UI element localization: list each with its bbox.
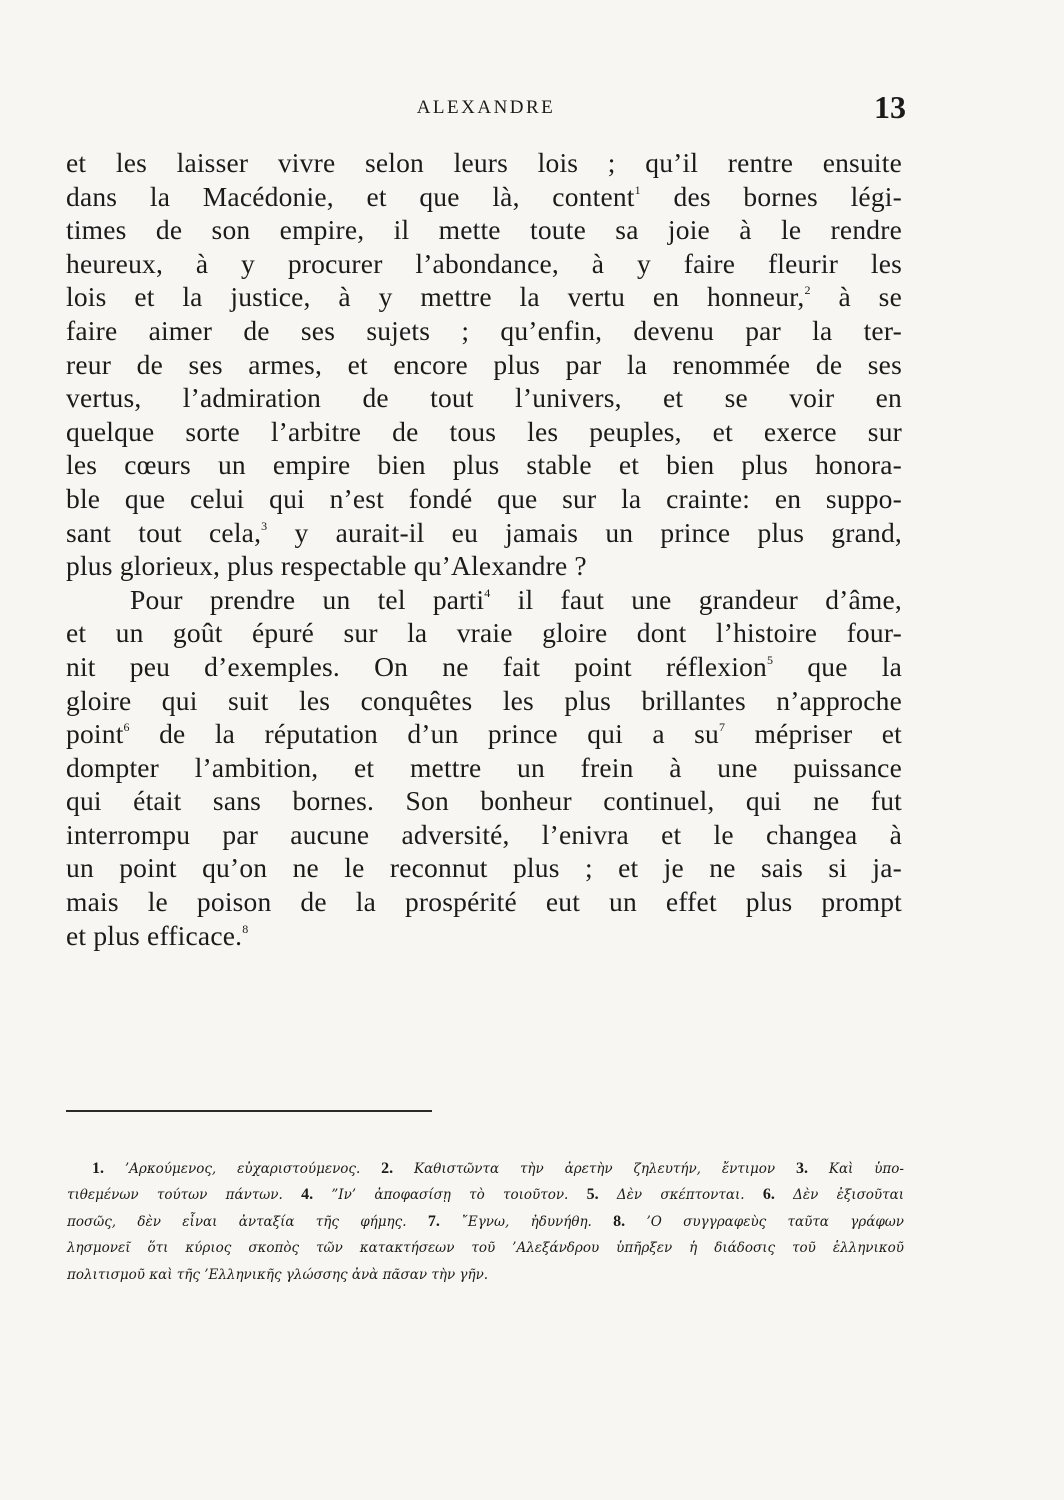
text-line xyxy=(66,448,902,482)
footnote-text: ποσῶς, δὲν εἶναι ἀνταξία τῆς φήμης. xyxy=(67,1213,428,1230)
text-run: un point qu’on ne le reconnut plus ; et je ne sais si ja- xyxy=(66,852,902,884)
text-run: qui était sans bornes. Son bonheur continuel, qui ne fut xyxy=(66,785,902,817)
footnote-ref-2: 2 xyxy=(804,283,811,298)
footnote-line xyxy=(67,1235,904,1261)
text-run: y aurait-il eu jamais un prince plus grand, xyxy=(267,516,902,548)
text-line xyxy=(66,348,902,382)
text-line xyxy=(66,650,902,684)
text-run: interrompu par aucune adversité, l’enivra et le changea à xyxy=(66,818,902,850)
text-line xyxy=(66,213,902,247)
text-run: de la réputation d’un prince qui a su xyxy=(129,718,719,750)
text-run: Pour prendre un tel parti xyxy=(130,583,485,615)
footnote-ref-8: 8 xyxy=(242,921,249,936)
running-head xyxy=(66,89,906,127)
text-run: il faut une grandeur d’âme, xyxy=(490,583,902,615)
footnote-line xyxy=(67,1262,904,1288)
text-run: les cœurs un empire bien plus stable et bien plus honora- xyxy=(66,449,902,481)
text-run: que la xyxy=(773,650,902,682)
footnote-ref-5: 5 xyxy=(767,652,774,667)
footnote-ref-6: 6 xyxy=(123,720,130,735)
footnote-line xyxy=(92,1156,904,1182)
footnote-text: Δὲν ἐξισοῦται xyxy=(774,1187,904,1204)
footnote-ref-3: 3 xyxy=(261,518,268,533)
footnote-ref-1: 1 xyxy=(634,182,641,197)
footnote-number: 3. xyxy=(796,1160,808,1177)
footnote-text: πολιτισμοῦ καὶ τῆς ’Ελληνικῆς γλώσσης ἀνὰ πᾶσαν τὴν γῆν. xyxy=(67,1266,489,1283)
text-run: lois et la justice, à y mettre la vertu en honneur, xyxy=(66,281,805,313)
text-line xyxy=(66,516,902,550)
footnote-text: τιθεμένων τούτων πάντων. xyxy=(67,1187,302,1204)
text-line xyxy=(66,549,902,583)
text-run: et les laisser vivre selon leurs lois ; qu’il rentre ensuite xyxy=(66,147,902,178)
text-run: mépriser et xyxy=(725,718,902,750)
text-line xyxy=(66,784,902,818)
running-title: ALEXANDRE xyxy=(416,97,556,118)
footnote-ref-4: 4 xyxy=(484,585,491,600)
footnote-text: Δὲν σκέπτονται. xyxy=(598,1187,763,1204)
text-run: point xyxy=(66,718,124,750)
footnote-number: 5. xyxy=(586,1186,599,1204)
text-run: à se xyxy=(810,281,902,313)
footnote-line xyxy=(67,1182,904,1208)
text-line xyxy=(66,314,902,348)
footnote-number: 8. xyxy=(613,1212,626,1230)
footnote-number: 6. xyxy=(762,1186,775,1204)
body-text xyxy=(66,146,902,952)
text-run: faire aimer de ses sujets ; qu’enfin, devenu par la ter- xyxy=(66,314,902,346)
text-run: ble que celui qui n’est fondé que sur la crainte: en suppo- xyxy=(66,482,902,514)
footnote-separator xyxy=(66,1110,432,1112)
footnote-line xyxy=(67,1209,904,1235)
text-run: et un goût épuré sur la vraie gloire dont l’histoire four- xyxy=(66,617,902,649)
text-run: plus glorieux, plus respectable qu’Alexandre ? xyxy=(66,550,587,582)
footnote-ref-7: 7 xyxy=(718,720,726,735)
footnote-number: 7. xyxy=(427,1212,440,1230)
text-run: quelque sorte l’arbitre de tous les peuples, et exerce sur xyxy=(66,415,902,447)
paragraph-2 xyxy=(66,583,902,953)
text-run: nit peu d’exemples. On ne fait point réflexion xyxy=(66,650,767,682)
text-line xyxy=(66,751,902,785)
text-line xyxy=(66,818,902,852)
text-line xyxy=(66,885,902,919)
text-line xyxy=(66,583,902,617)
text-run: dompter l’ambition, et mettre un frein à une puissance xyxy=(66,751,902,783)
page-number: 13 xyxy=(874,89,906,125)
text-line xyxy=(66,247,902,281)
text-run: heureux, à y procurer l’abondance, à y faire fleurir les xyxy=(66,247,902,279)
text-run: dans la Macédonie, et que là, content xyxy=(66,180,635,212)
text-line xyxy=(66,717,902,751)
text-line xyxy=(66,280,902,314)
text-line xyxy=(66,180,902,214)
text-run: des bornes légi- xyxy=(640,180,902,212)
footnote-number: 1. xyxy=(92,1160,104,1177)
text-line xyxy=(66,919,902,953)
footnote-text: ῎Εγνω, ἠδυνήθη. xyxy=(439,1213,614,1230)
text-run: reur de ses armes, et encore plus par la renommée de ses xyxy=(66,348,902,380)
footnote-text: λησμονεῖ ὅτι κύριος σκοπὸς τῶν κατακτήσεων τοῦ ’Αλεξάνδρου ὑπῆρξεν ἡ διάδοσις τοῦ ἑλληνικοῦ xyxy=(67,1240,904,1257)
text-line xyxy=(66,381,902,415)
text-line xyxy=(66,684,902,718)
text-run: times de son empire, il mette toute sa joie à le rendre xyxy=(66,214,902,246)
text-line xyxy=(66,415,902,449)
text-line xyxy=(66,851,902,885)
footnote-text: ’Αρκούμενος, εὐχαριστούμενος. xyxy=(104,1161,382,1177)
footnote-number: 2. xyxy=(381,1160,394,1177)
text-line xyxy=(66,146,902,180)
text-run: gloire qui suit les conquêtes les plus brillantes n’approche xyxy=(66,684,902,716)
text-run: vertus, l’admiration de tout l’univers, et se voir en xyxy=(66,382,902,414)
footnotes xyxy=(67,1156,904,1288)
footnote-text: ”Ιν’ ἀποφασίσῃ τὸ τοιοῦτον. xyxy=(313,1187,587,1204)
text-run: et plus efficace. xyxy=(66,919,243,951)
text-run: sant tout cela, xyxy=(66,516,262,548)
footnote-text: ’Ο συγγραφεὺς ταῦτα γράφων xyxy=(625,1213,904,1230)
footnote-text: Καθιστῶντα τὴν ἀρετὴν ζηλευτήν, ἔντιμον xyxy=(393,1161,796,1177)
paragraph-1 xyxy=(66,146,902,583)
text-line xyxy=(66,482,902,516)
footnote-text: Καὶ ὑπο- xyxy=(808,1161,904,1177)
text-line xyxy=(66,616,902,650)
text-run: mais le poison de la prospérité eut un effet plus prompt xyxy=(66,886,902,918)
footnote-number: 4. xyxy=(301,1186,314,1204)
